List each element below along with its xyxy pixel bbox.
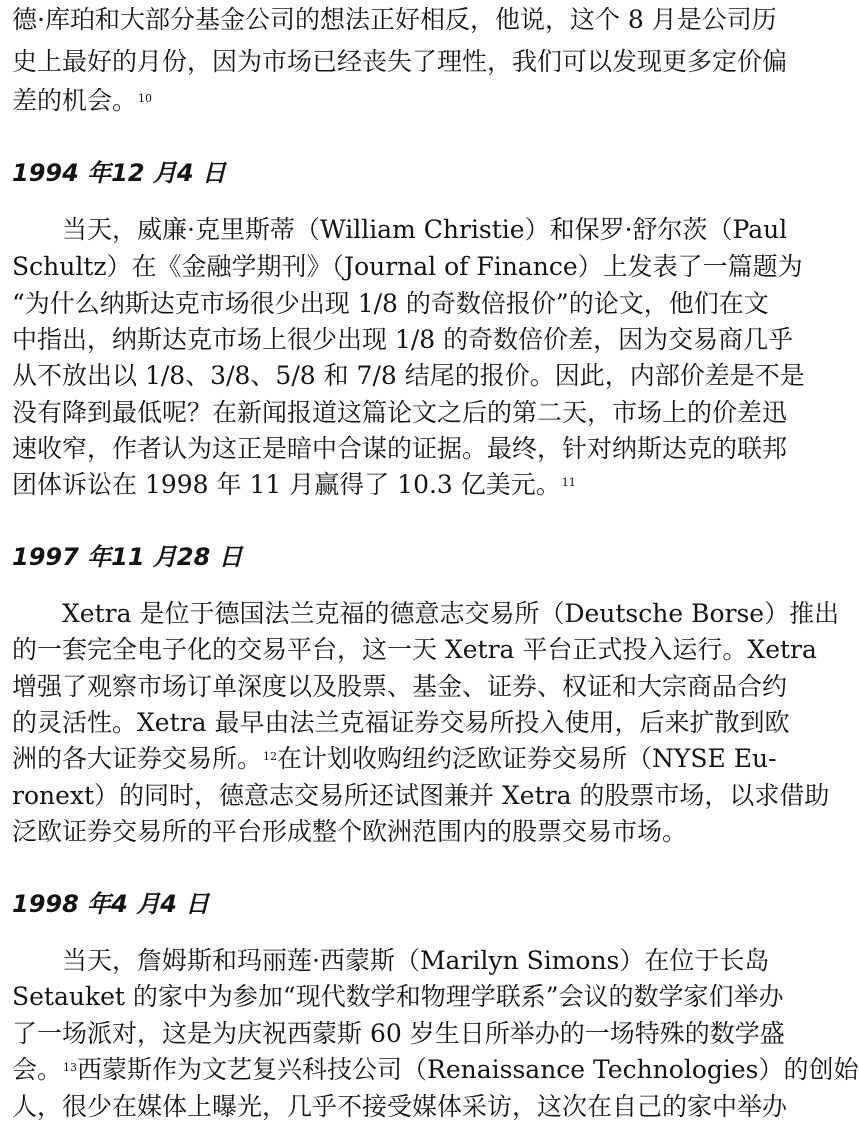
paragraph-1998-line-2: Setauket 的家中为参加“现代数学和物理学联系”会议的数学家们举办 [12, 982, 784, 1011]
paragraph-1997-line-2: 的一套完全电子化的交易平台，这一天 Xetra 平台正式投入运行。Xetra [12, 635, 817, 664]
paragraph-1994-line-7: 速收窄，作者认为这正是暗中合谋的证据。最终，针对纳斯达克的联邦 [12, 434, 788, 463]
paragraph-1997-line-6: ronext）的同时，德意志交易所还试图兼并 Xetra 的股票市场，以求借助 [12, 781, 830, 810]
paragraph-1994-line-3: “为什么纳斯达克市场很少出现 1/8 的奇数倍报价”的论文，他们在文 [12, 289, 769, 318]
paragraph-1998-line-4: 会。$^{13}$西蒙斯作为文艺复兴科技公司（Renaissance Technologies）的创始 [12, 1055, 859, 1084]
footnote-marker: 10 [138, 92, 153, 105]
section-heading-1998: 1998 年4 月4 日 [12, 890, 210, 918]
section-heading-1997: 1997 年11 月28 日 [12, 543, 243, 571]
intro-line-2: 史上最好的月份，因为市场已经丧失了理性，我们可以发现更多定价偏 [12, 47, 788, 76]
paragraph-1998-line-3: 了一场派对，这是为庆祝西蒙斯 60 岁生日所举办的一场特殊的数学盛 [12, 1019, 785, 1048]
paragraph-1997-line-4: 的灵活性。Xetra 最早由法兰克福证券交易所投入使用，后来扩散到欧 [12, 708, 790, 737]
paragraph-1997-line-5: 洲的各大证券交易所。$^{12}$在计划收购纽约泛欧证券交易所（NYSE Eu- [12, 744, 777, 773]
footnote-marker: 11 [561, 476, 576, 489]
paragraph-1994-line-1: 当天，威廉·克里斯蒂（William Christie）和保罗·舒尔茨（Paul [62, 215, 788, 244]
intro-line-3: 差的机会。$^{10}$ [12, 86, 153, 115]
paragraph-1994-line-5: 从不放出以 1/8、3/8、5/8 和 7/8 结尾的报价。因此，内部价差是不是 [12, 361, 805, 390]
book-page [12, 0, 859, 1136]
paragraph-1994-line-6: 没有降到最低呢？在新闻报道这篇论文之后的第二天，市场上的价差迅 [12, 398, 788, 427]
section-heading-1994: 1994 年12 月4 日 [12, 159, 226, 187]
paragraph-1997-line-7: 泛欧证券交易所的平台形成整个欧洲范围内的股票交易市场。 [12, 817, 688, 846]
paragraph-1997-line-1: Xetra 是位于德国法兰克福的德意志交易所（Deutsche Borse）推出 [62, 599, 840, 628]
paragraph-1998-line-5: 人，很少在媒体上曝光，几乎不接受媒体采访，这次在自己的家中举办 [12, 1092, 788, 1121]
intro-line-1: 德·库珀和大部分基金公司的想法正好相反，他说，这个 8 月是公司历 [12, 5, 777, 34]
footnote-marker: 13 [63, 1061, 78, 1074]
paragraph-1998-line-1: 当天，詹姆斯和玛丽莲·西蒙斯（Marilyn Simons）在位于长岛 [62, 946, 770, 975]
paragraph-1994-line-8: 团体诉讼在 1998 年 11 月赢得了 10.3 亿美元。$^{11}$ [12, 470, 576, 499]
paragraph-1994-line-2: Schultz）在《金融学期刊》（Journal of Finance）上发表了一篇题为 [12, 252, 803, 281]
paragraph-1997-line-3: 增强了观察市场订单深度以及股票、基金、证券、权证和大宗商品合约 [12, 672, 788, 701]
paragraph-1994-line-4: 中指出，纳斯达克市场上很少出现 1/8 的奇数倍价差，因为交易商几乎 [12, 325, 794, 354]
footnote-marker: 12 [263, 750, 278, 763]
